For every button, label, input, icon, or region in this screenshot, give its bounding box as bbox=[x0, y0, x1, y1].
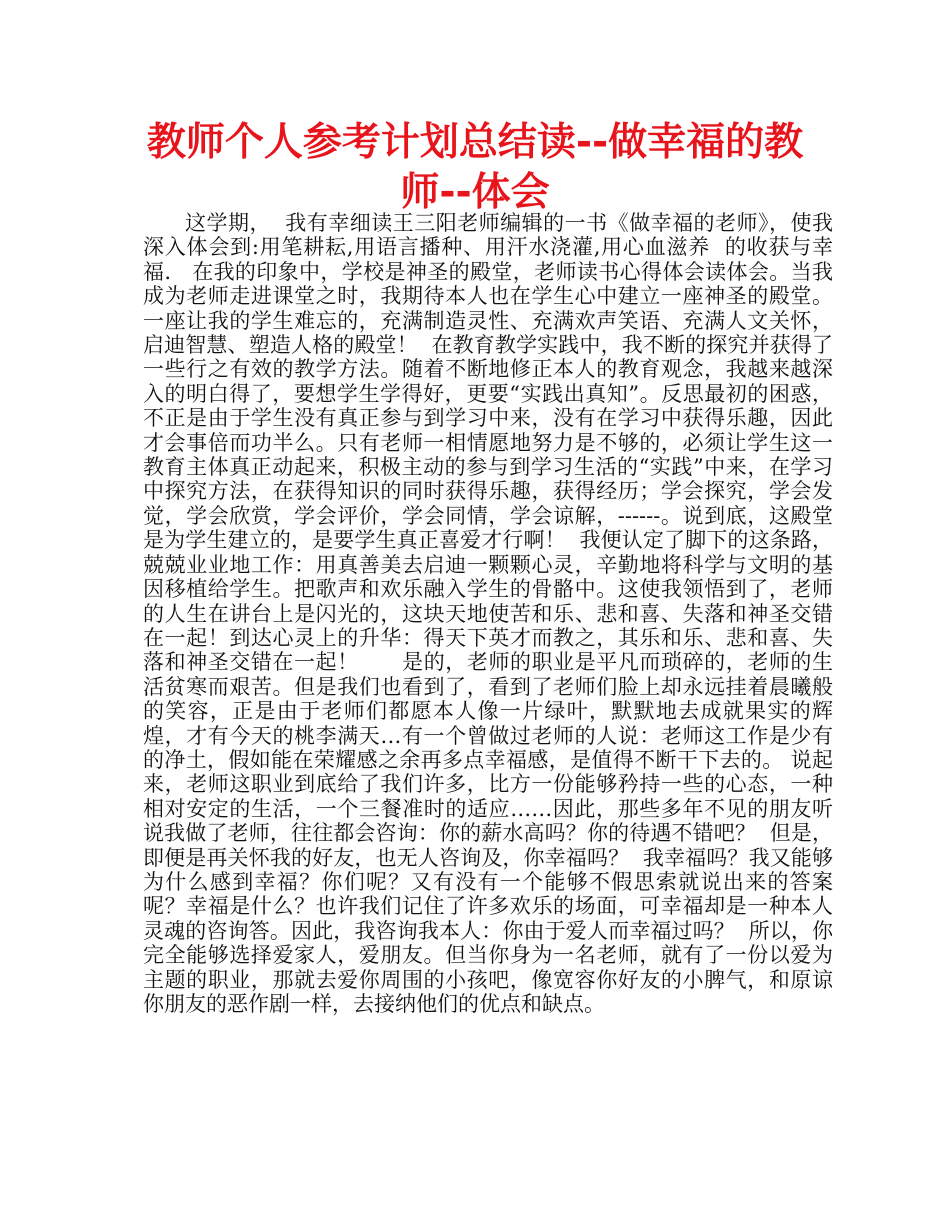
document-body: 这学期， 我有幸细读王三阳老师编辑的一书《做幸福的老师》，使我深入体会到:用笔耕耘,用语言播种、用汗水浇灌,用心血滋养 的收获与幸福. 在我的印象中，学校是神圣的殿堂，老师读书心得体会读体会。当我成为老师走进课堂之时，我期待本人也在学生心中建立一座神圣的殿堂。一座让我的学生难忘的，充满制造灵性、充满欢声笑语、充满人文关怀，启迪智慧、塑造人格的殿堂！ 在教育教学实践中，我不断的探究并获得了一些行之有效的教学方法。随着不断地修正本人的教育观念，我越来越深入的明白得了，要想学生学得好，更要“实践出真知”。反思最初的困惑，不正是由于学生没有真正参与到学习中来，没有在学习中获得乐趣，因此才会事倍而功半么。只有老师一相情愿地努力是不够的，必须让学生这一教育主体真正动起来，积极主动的参与到学习生活的“实践”中来，在学习中探究方法，在获得知识的同时获得乐趣，获得经历；学会探究，学会发觉，学会欣赏，学会评价，学会同情，学会谅解，------。说到底，这殿堂是为学生建立的，是要学生真正喜爱才行啊！ 我便认定了脚下的这条路，兢兢业业地工作：用真善美去启迪一颗颗心灵，辛勤地将科学与文明的基因移植给学生。把歌声和欢乐融入学生的骨骼中。这使我领悟到了，老师的人生在讲台上是闪光的，这块天地使苦和乐、悲和喜、失落和神圣交错在一起！到达心灵上的升华：得天下英才而教之，其乐和乐、悲和喜、失落和神圣交错在一起！ 是的，老师的职业是平凡而琐碎的，老师的生活贫寒而艰苦。但是我们也看到了，看到了老师们脸上却永远挂着晨曦般的笑容，正是由于老师们都愿本人像一片绿叶，默默地去成就果实的辉煌，才有今天的桃李满天…有一个曾做过老师的人说：老师这工作是少有的净土，假如能在荣耀感之余再多点幸福感，是值得不断干下去的。 说起来，老师这职业到底给了我们许多，比方一份能够矜持一些的心态，一种相对安定的生活，一个三餐准时的适应……因此，那些多年不见的朋友听说我做了老师，往往都会咨询：你的薪水高吗？你的待遇不错吧？ 但是，即便是再关怀我的好友，也无人咨询及，你幸福吗？ 我幸福吗？我又能够为什么感到幸福？你们呢？又有没有一个能够不假思索就说出来的答案呢？幸福是什么？也许我们记住了许多欢乐的场面，可幸福却是一种本人灵魂的咨询答。因此，我咨询我本人：你由于爱人而幸福过吗？ 所以，你完全能够选择爱家人，爱朋友。但当你身为一名老师，就有了一份以爱为主题的职业，那就去爱你周围的小孩吧，像宽容你好友的小脾气，和原谅你朋友的恶作剧一样，去接纳他们的优点和缺点。 bbox=[143, 211, 833, 1016]
document-title: 教师个人参考计划总结读--做幸福的教师--体会 bbox=[146, 120, 804, 215]
